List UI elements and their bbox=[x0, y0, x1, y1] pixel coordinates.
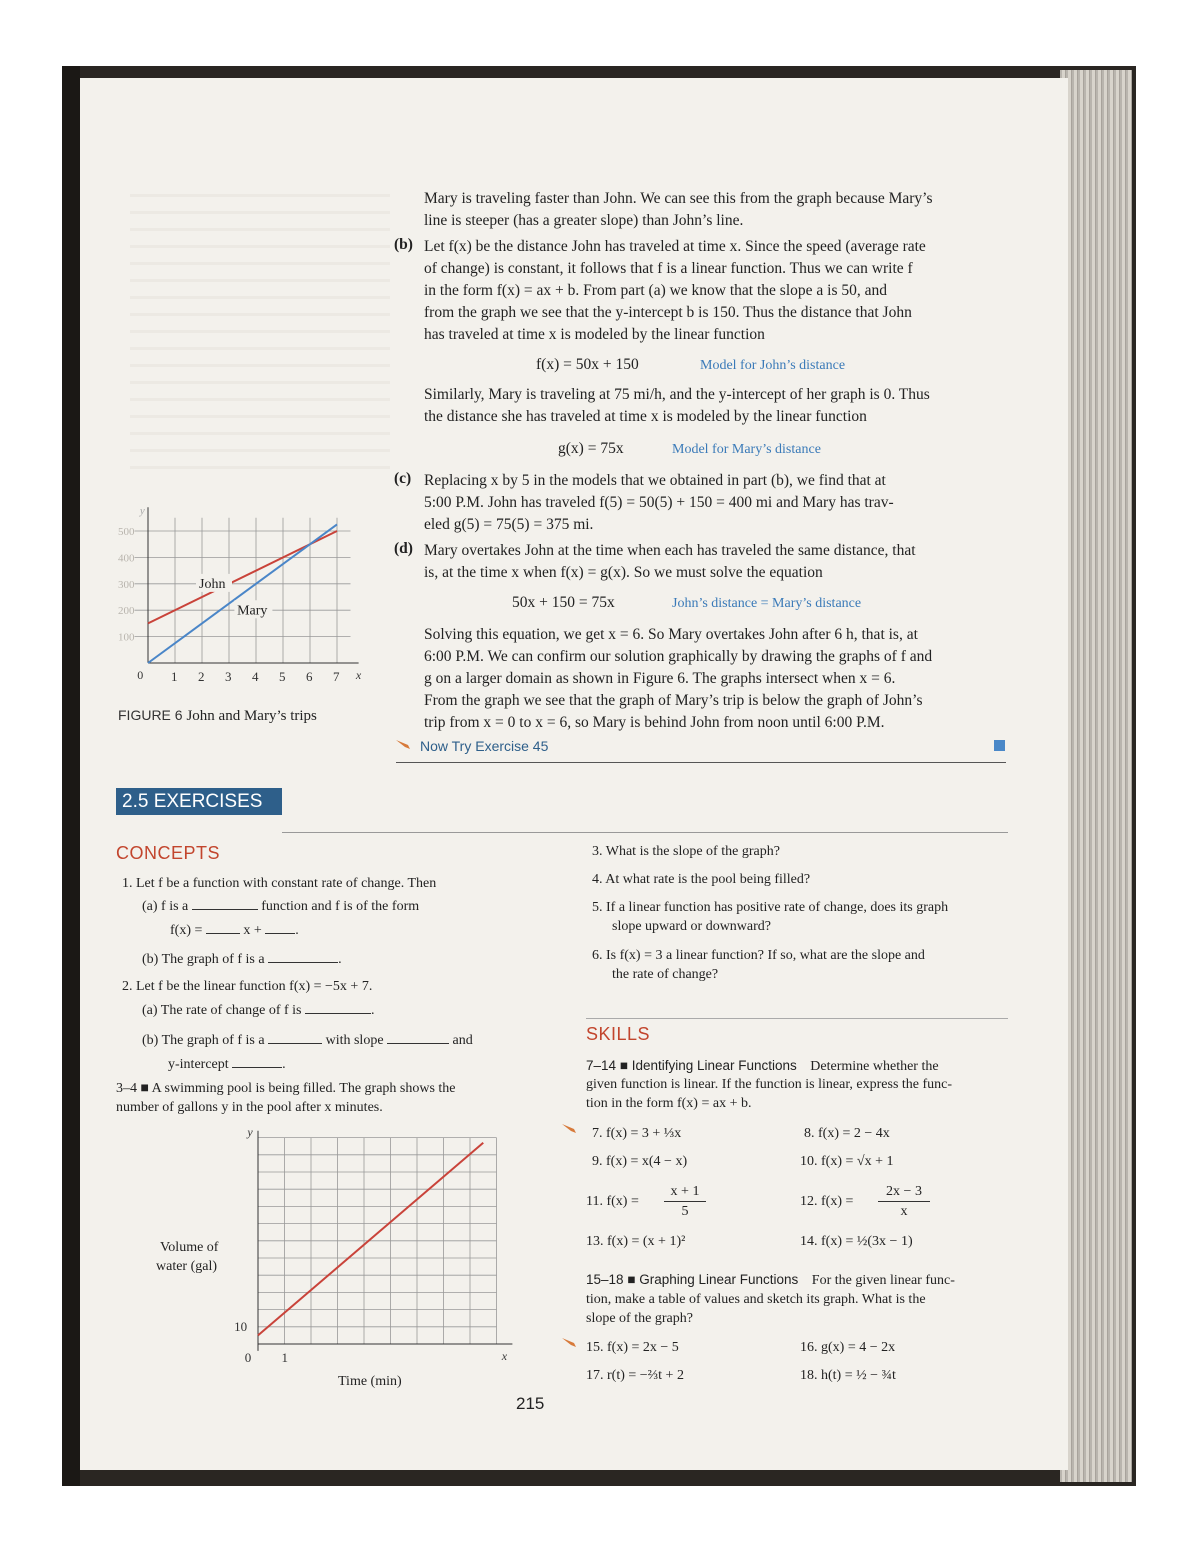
exercise-9: 9. f(x) = x(4 − x) bbox=[592, 1154, 688, 1169]
page-stack-edge bbox=[1060, 70, 1132, 1482]
blank bbox=[387, 1043, 449, 1044]
series-line-mary bbox=[148, 524, 337, 663]
blank bbox=[265, 933, 295, 934]
equation: g(x) = 75x bbox=[558, 440, 624, 457]
end-of-example-marker bbox=[994, 740, 1005, 751]
part-label: (b) bbox=[394, 236, 413, 253]
y-tick-label: 500 bbox=[118, 526, 135, 538]
blank bbox=[232, 1067, 282, 1068]
exercise-5: 5. If a linear function has positive rate of change, does its graph bbox=[592, 900, 949, 915]
exercise-17: 17. r(t) = −⅔t + 2 bbox=[586, 1368, 684, 1383]
exercise-1b: (b) The graph of f is a . bbox=[142, 952, 342, 967]
x-axis-label: x bbox=[501, 1349, 508, 1363]
skills-heading: SKILLS bbox=[586, 1024, 651, 1044]
john-label: John bbox=[199, 576, 226, 592]
figure-caption bbox=[118, 707, 317, 725]
exercise-2b-cont: y-intercept . bbox=[168, 1057, 286, 1072]
part-label: (d) bbox=[394, 540, 413, 557]
exercises-title: 2.5 EXERCISES bbox=[116, 788, 282, 815]
exercise-2b bbox=[142, 1031, 473, 1050]
body-line: Mary overtakes John at the time when each has traveled the same distance, that bbox=[424, 542, 916, 559]
divider bbox=[586, 1018, 1008, 1019]
exercise-18: 18. h(t) = ½ − ¾t bbox=[800, 1368, 896, 1383]
exercise-3-4-intro: 3–4 ■ A swimming pool is being filled. The graph shows the bbox=[116, 1081, 456, 1096]
exercise-15-18-intro: slope of the graph? bbox=[586, 1311, 693, 1326]
x-tick-label: 4 bbox=[252, 669, 259, 684]
pool-xlabel: Time (min) bbox=[338, 1374, 402, 1389]
divider bbox=[282, 832, 1008, 833]
body-line: Let f(x) be the distance John has traveled at time x. Since the speed (average rate bbox=[424, 238, 926, 255]
exercise-3-4-intro: number of gallons y in the pool after x minutes. bbox=[116, 1100, 383, 1115]
text: function and f is of the form bbox=[261, 899, 420, 914]
blank bbox=[268, 1043, 322, 1044]
pencil-icon bbox=[396, 736, 416, 750]
body-line: eled g(5) = 75(5) = 375 mi. bbox=[424, 516, 594, 533]
show-through bbox=[130, 180, 390, 470]
x-tick-label: 1 bbox=[171, 669, 178, 684]
body-line: 5:00 P.M. John has traveled f(5) = 50(5) + 150 = 400 mi and Mary has trav- bbox=[424, 494, 894, 511]
text: y-intercept bbox=[168, 1057, 229, 1072]
now-try-link[interactable]: Now Try Exercise 45 bbox=[420, 738, 549, 754]
equation-note: John’s distance = Mary’s distance bbox=[672, 596, 862, 611]
exercise-3: 3. What is the slope of the graph? bbox=[592, 844, 780, 859]
body-line: from the graph we see that the y-intercept b is 150. Thus the distance that John bbox=[424, 304, 912, 321]
page-number: 215 bbox=[516, 1394, 545, 1413]
body-line: Solving this equation, we get x = 6. So Mary overtakes John after 6 h, that is, at bbox=[424, 626, 918, 643]
x-tick-label: 3 bbox=[225, 669, 232, 684]
exercise-6: 6. Is f(x) = 3 a linear function? If so, what are the slope and bbox=[592, 948, 925, 963]
origin-label: 0 bbox=[137, 668, 144, 682]
part-label: (c) bbox=[394, 470, 412, 487]
x-axis-label: x bbox=[355, 668, 362, 682]
y-tick-label: 400 bbox=[118, 552, 135, 565]
exercise-14: 14. f(x) = ½(3x − 1) bbox=[800, 1234, 913, 1249]
book-spine bbox=[62, 66, 80, 1486]
x-tick-label: 1 bbox=[281, 1350, 288, 1365]
exercise-15-18-intro: tion, make a table of values and sketch its graph. What is the bbox=[586, 1292, 926, 1307]
body-line: has traveled at time x is modeled by the linear function bbox=[424, 326, 765, 343]
section-title: 7–14 ■ Identifying Linear Functions bbox=[586, 1058, 797, 1073]
body-line: Replacing x by 5 in the models that we obtained in part (b), we find that at bbox=[424, 472, 886, 489]
exercise-7-14-intro: given function is linear. If the function is linear, express the func- bbox=[586, 1077, 953, 1092]
body-line: Similarly, Mary is traveling at 75 mi/h, and the y-intercept of her graph is 0. Thus bbox=[424, 386, 930, 403]
equation-note: Model for John’s distance bbox=[700, 358, 846, 373]
exercise-15-18-intro bbox=[586, 1270, 955, 1290]
x-tick-label: 6 bbox=[306, 669, 313, 684]
blank bbox=[268, 962, 338, 963]
mary-label: Mary bbox=[237, 603, 268, 619]
pencil-icon bbox=[562, 1334, 582, 1348]
body-line: line is steeper (has a greater slope) than John’s line. bbox=[424, 212, 744, 229]
text: Determine whether the bbox=[810, 1059, 939, 1074]
exercise-1: 1. Let f be a function with constant rate of change. Then bbox=[122, 876, 437, 891]
body-line: Mary is traveling faster than John. We can see this from the graph because Mary’s bbox=[424, 190, 933, 207]
blank bbox=[305, 1013, 371, 1014]
body-line: From the graph we see that the graph of Mary’s trip is below the graph of John’s bbox=[424, 692, 923, 709]
text: For the given linear func- bbox=[811, 1273, 955, 1288]
text: x + bbox=[243, 923, 262, 938]
fraction-denominator: x bbox=[900, 1204, 908, 1219]
exercise-1a bbox=[142, 897, 419, 916]
y-axis-label: y bbox=[139, 504, 145, 517]
y-tick-label: 100 bbox=[118, 631, 135, 644]
exercise-15: 15. f(x) = 2x − 5 bbox=[586, 1340, 679, 1355]
x-tick-label: 7 bbox=[333, 669, 340, 684]
y-axis-label: y bbox=[247, 1124, 253, 1139]
exercise-7: 7. f(x) = 3 + ⅓x bbox=[592, 1126, 682, 1141]
text: (a) f is a bbox=[142, 899, 189, 914]
text: (b) The graph of f is a bbox=[142, 1033, 265, 1048]
section-title: 15–18 ■ Graphing Linear Functions bbox=[586, 1272, 799, 1287]
figure-number: FIGURE 6 bbox=[118, 707, 183, 723]
text: with slope bbox=[325, 1033, 384, 1048]
exercise-11: 11. f(x) = bbox=[586, 1194, 639, 1209]
blank bbox=[206, 933, 240, 934]
figure-6-chart bbox=[110, 488, 390, 692]
exercise-16: 16. g(x) = 4 − 2x bbox=[800, 1340, 896, 1355]
pool-chart bbox=[230, 1124, 510, 1382]
body-line: 6:00 P.M. We can confirm our solution graphically by drawing the graphs of f and bbox=[424, 648, 933, 665]
equation: 50x + 150 = 75x bbox=[512, 594, 615, 611]
concepts-heading: CONCEPTS bbox=[116, 843, 221, 863]
fraction-denominator: 5 bbox=[681, 1204, 689, 1219]
exercise-2: 2. Let f be the linear function f(x) = −5x + 7. bbox=[122, 979, 373, 994]
y-tick-label: 200 bbox=[118, 605, 135, 618]
blank bbox=[192, 909, 258, 910]
exercise-7-14-intro bbox=[586, 1056, 939, 1076]
exercise-7-14-intro: tion in the form f(x) = ax + b. bbox=[586, 1096, 752, 1111]
pencil-icon bbox=[562, 1120, 582, 1134]
equation: f(x) = 50x + 150 bbox=[536, 356, 639, 373]
equation-note: Model for Mary’s distance bbox=[672, 442, 821, 457]
origin-label: 0 bbox=[244, 1350, 252, 1365]
body-line: g on a larger domain as shown in Figure 6. The graphs intersect when x = 6. bbox=[424, 670, 896, 687]
x-tick-label: 5 bbox=[279, 669, 286, 684]
body-line: in the form f(x) = ax + b. From part (a) we know that the slope a is 50, and bbox=[424, 282, 887, 299]
y-tick-label: 300 bbox=[118, 578, 135, 591]
text: (a) The rate of change of f is bbox=[142, 1003, 302, 1018]
text: f(x) = bbox=[170, 923, 203, 938]
exercise-1a-form: f(x) = x + . bbox=[170, 923, 299, 938]
exercise-6: the rate of change? bbox=[612, 967, 719, 982]
body-line: of change) is constant, it follows that f is a linear function. Thus we can write f bbox=[424, 260, 913, 277]
pool-ylabel: Volume of bbox=[160, 1240, 219, 1255]
figure-title: John and Mary’s trips bbox=[186, 708, 317, 724]
fraction-numerator: x + 1 bbox=[664, 1182, 706, 1202]
body-line: is, at the time x when f(x) = g(x). So we must solve the equation bbox=[424, 564, 823, 581]
y-tick-label: 10 bbox=[234, 1318, 248, 1334]
body-line: trip from x = 0 to x = 6, so Mary is behind John from noon until 6:00 P.M. bbox=[424, 714, 885, 731]
exercise-4: 4. At what rate is the pool being filled? bbox=[592, 872, 811, 887]
x-tick-label: 2 bbox=[198, 669, 205, 684]
fraction-numerator: 2x − 3 bbox=[878, 1182, 930, 1202]
pool-ylabel: water (gal) bbox=[156, 1259, 218, 1274]
exercise-8: 8. f(x) = 2 − 4x bbox=[804, 1126, 890, 1141]
divider bbox=[396, 762, 1006, 763]
body-line: the distance she has traveled at time x is modeled by the linear function bbox=[424, 408, 867, 425]
exercise-13: 13. f(x) = (x + 1)² bbox=[586, 1234, 686, 1249]
exercise-5: slope upward or downward? bbox=[612, 919, 772, 934]
exercise-10: 10. f(x) = √x + 1 bbox=[800, 1154, 894, 1169]
text: and bbox=[452, 1033, 473, 1048]
text: (b) The graph of f is a bbox=[142, 952, 265, 967]
exercise-2a: (a) The rate of change of f is . bbox=[142, 1003, 375, 1018]
exercise-12: 12. f(x) = bbox=[800, 1194, 854, 1209]
